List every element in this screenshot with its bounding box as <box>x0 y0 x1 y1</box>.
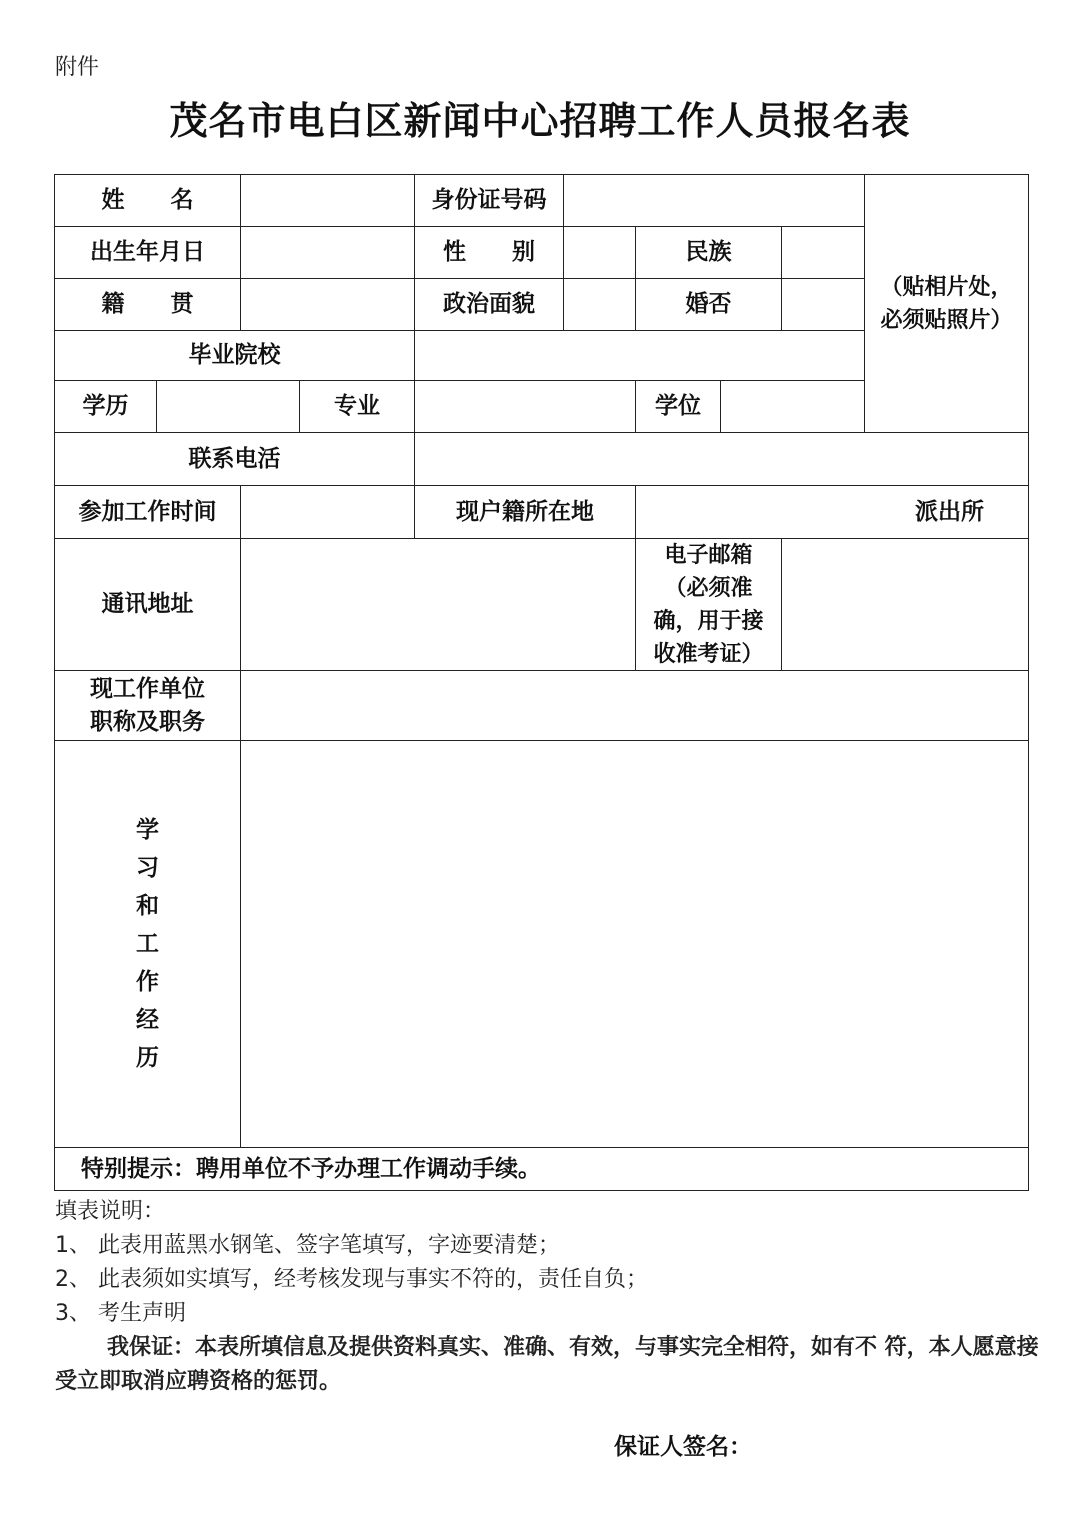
attachment-label: 附件 <box>55 55 100 80</box>
native-place-field[interactable] <box>240 278 415 331</box>
hukou-label: 现户籍所在地 <box>414 485 636 539</box>
filling-instructions <box>55 1195 1045 1399</box>
history-label <box>54 740 241 1148</box>
name-field[interactable] <box>240 174 415 227</box>
ethnicity-label: 民族 <box>635 226 782 279</box>
birth-date-label: 出生年月日 <box>54 226 241 279</box>
degree-field[interactable] <box>720 380 865 433</box>
id-number-label: 身份证号码 <box>414 174 564 227</box>
school-label: 毕业院校 <box>54 330 415 381</box>
gender-field[interactable] <box>563 226 636 279</box>
work-start-field[interactable] <box>240 485 415 539</box>
instruction-item-1: 1、 此表用蓝黑水钢笔、签字笔填写，字迹要清楚； <box>55 1233 560 1258</box>
native-place-label: 籍 贯 <box>54 278 241 331</box>
phone-field[interactable] <box>414 432 1029 486</box>
email-field[interactable] <box>781 538 1029 671</box>
history-field[interactable] <box>240 740 1029 1148</box>
history-label-char: 历 <box>136 1044 159 1071</box>
police-station-label: 派出所 <box>915 497 984 525</box>
education-label: 学历 <box>54 380 157 433</box>
history-label-char: 经 <box>136 1006 159 1033</box>
employer-title-label: 现工作单位 职称及职务 <box>54 670 241 741</box>
address-label: 通讯地址 <box>54 538 241 671</box>
history-label-char: 作 <box>136 968 159 995</box>
name-label: 姓 名 <box>54 174 241 227</box>
education-field[interactable] <box>156 380 300 433</box>
marital-status-label: 婚否 <box>635 278 782 331</box>
phone-label: 联系电活 <box>54 432 415 486</box>
marital-status-field[interactable] <box>781 278 865 331</box>
email-label: 电子邮箱 （必须准 确，用于接 收准考证） <box>635 538 782 671</box>
police-station-field[interactable] <box>635 485 1029 539</box>
declaration-text: 我保证：本表所填信息及提供资料真实、准确、有效，与事实完全相符，如有不 符，本人愿意接受立即取消应聘资格的惩罚。 <box>55 1335 1039 1394</box>
history-label-char: 学 <box>136 816 159 843</box>
history-label-char: 和 <box>136 892 159 919</box>
instruction-item-3: 3、 考生声明 <box>55 1301 186 1326</box>
birth-date-field[interactable] <box>240 226 415 279</box>
special-note: 特别提示：聘用单位不予办理工作调动手续。 <box>54 1147 1029 1191</box>
ethnicity-field[interactable] <box>781 226 865 279</box>
instructions-heading: 填表说明： <box>55 1199 166 1224</box>
photo-area[interactable]: （贴相片处， 必须贴照片） <box>864 174 1029 433</box>
address-field[interactable] <box>240 538 636 671</box>
political-status-field[interactable] <box>563 278 636 331</box>
gender-label: 性 别 <box>414 226 564 279</box>
registration-form <box>54 174 1029 1191</box>
instruction-item-2: 2、 此表须如实填写，经考核发现与事实不符的，责任自负； <box>55 1267 648 1292</box>
degree-label: 学位 <box>635 380 721 433</box>
form-title: 茂名市电白区新闻中心招聘工作人员报名表 <box>169 98 911 143</box>
political-status-label: 政治面貌 <box>414 278 564 331</box>
history-label-char: 习 <box>136 854 159 881</box>
major-label: 专业 <box>299 380 415 433</box>
history-label-char: 工 <box>136 930 159 957</box>
school-field[interactable] <box>414 330 865 381</box>
id-number-field[interactable] <box>563 174 865 227</box>
guarantor-signature-label: 保证人签名： <box>614 1433 752 1460</box>
work-start-label: 参加工作时间 <box>54 485 241 539</box>
major-field[interactable] <box>414 380 636 433</box>
employer-title-field[interactable] <box>240 670 1029 741</box>
